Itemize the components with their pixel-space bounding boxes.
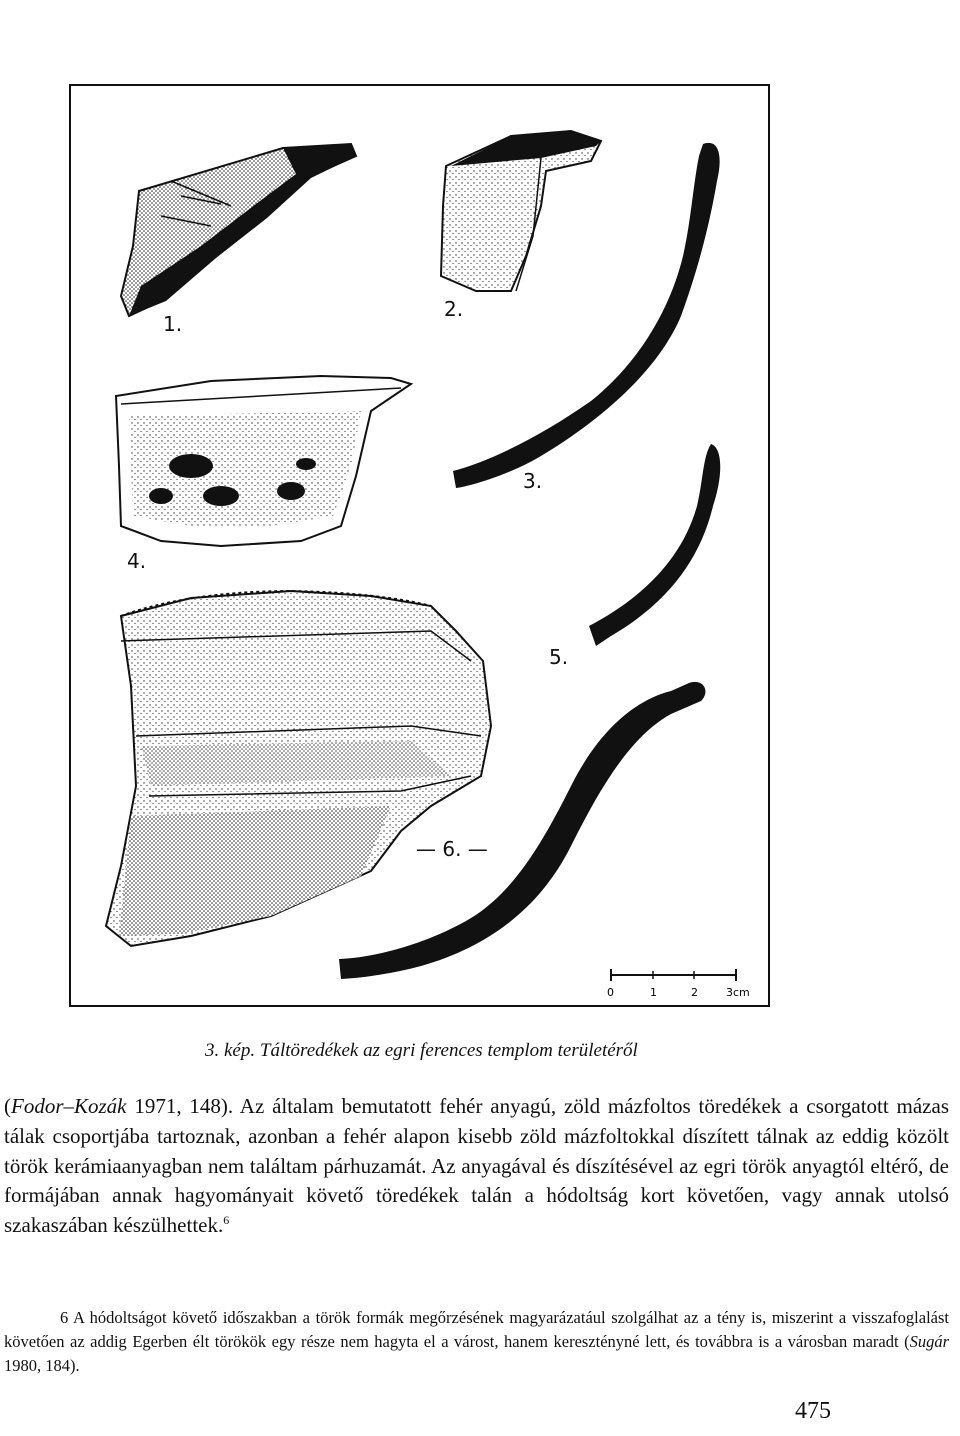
body-paragraph: (Fodor–Kozák 1971, 148). Az általam bemutatott fehér anyagú, zöld mázfoltos töredékek a csorgatott mázas tálak csoportjába tartoznak, azonban a fehér alapon kisebb zöld mázfoltokkal díszített tálnak az eddig közölt török kerámiaanyagban nem találtam párhuzamát. Az anyagával és díszítésével az egri török anyagtól eltérő, de formájában annak hagyományait követő töredékek talán a hódoltság kort követően, vagy annak utolsó szakaszában készülhettek.$^6$	[4, 1094, 949, 1238]
scale-tick-1: 1	[650, 986, 657, 999]
footnote	[4, 1306, 949, 1378]
figure-frame	[69, 84, 770, 1007]
figure-label-2: 2.	[444, 297, 464, 321]
body-text: 1971, 148). Az általam bemutatott fehér anyagú, zöld mázfoltos töredékek a csorgatott mázas tálak csoportjába tartoznak, azonban a fehér alapon kisebb zöld mázfoltokkal díszített tálnak az eddig közölt török kerámiaanyagban nem találtam párhuzamát. Az anyagával és díszítésével az egri török anyagtól eltérő, de formájában annak hagyományait követő töredékek talán a hódoltság kort követően, vagy annak utolsó szakaszában készülhettek.	[4, 1094, 949, 1238]
page-number: 475	[795, 1398, 831, 1424]
figure-label-6: — 6. —	[416, 837, 488, 861]
footnote-number: 6	[60, 1308, 69, 1327]
scale-tick-0: 0	[607, 986, 614, 999]
footnote-ref: 6	[223, 1213, 230, 1228]
scale-bar	[607, 969, 750, 999]
figure-label-4: 4.	[127, 549, 147, 573]
figure-caption	[205, 1040, 765, 1062]
footnote-text-after: 1980, 184).	[4, 1356, 80, 1375]
caption-text: Táltöredékek az egri ferences templom területéről	[259, 1040, 638, 1061]
fragment-5-profile	[589, 444, 720, 646]
footnote-text-before: A hódoltságot követő időszakban a török formák megőrzésének magyarázatául szolgálhat az a tény is, miszerint a visszafoglalást követően az addig Egerben élt törökök egy része nem hagyta el a várost, hanem keresztényné lett, és továbbra is a városban maradt (	[4, 1308, 949, 1351]
fragment-2	[441, 131, 601, 291]
figure-label-1: 1.	[163, 312, 183, 336]
fragment-4	[116, 376, 411, 546]
pottery-drawing	[71, 86, 772, 1009]
fragment-6	[106, 591, 491, 946]
scale-tick-2: 2	[691, 986, 698, 999]
figure-label-5: 5.	[549, 645, 569, 669]
caption-number: 3. kép.	[205, 1040, 256, 1061]
body-cite-author: Fodor–Kozák	[11, 1094, 127, 1118]
fragment-1	[121, 144, 356, 316]
figure-label-3: 3.	[523, 469, 543, 493]
scale-tick-3: 3cm	[726, 986, 750, 999]
footnote-cite-author: Sugár	[909, 1332, 949, 1351]
